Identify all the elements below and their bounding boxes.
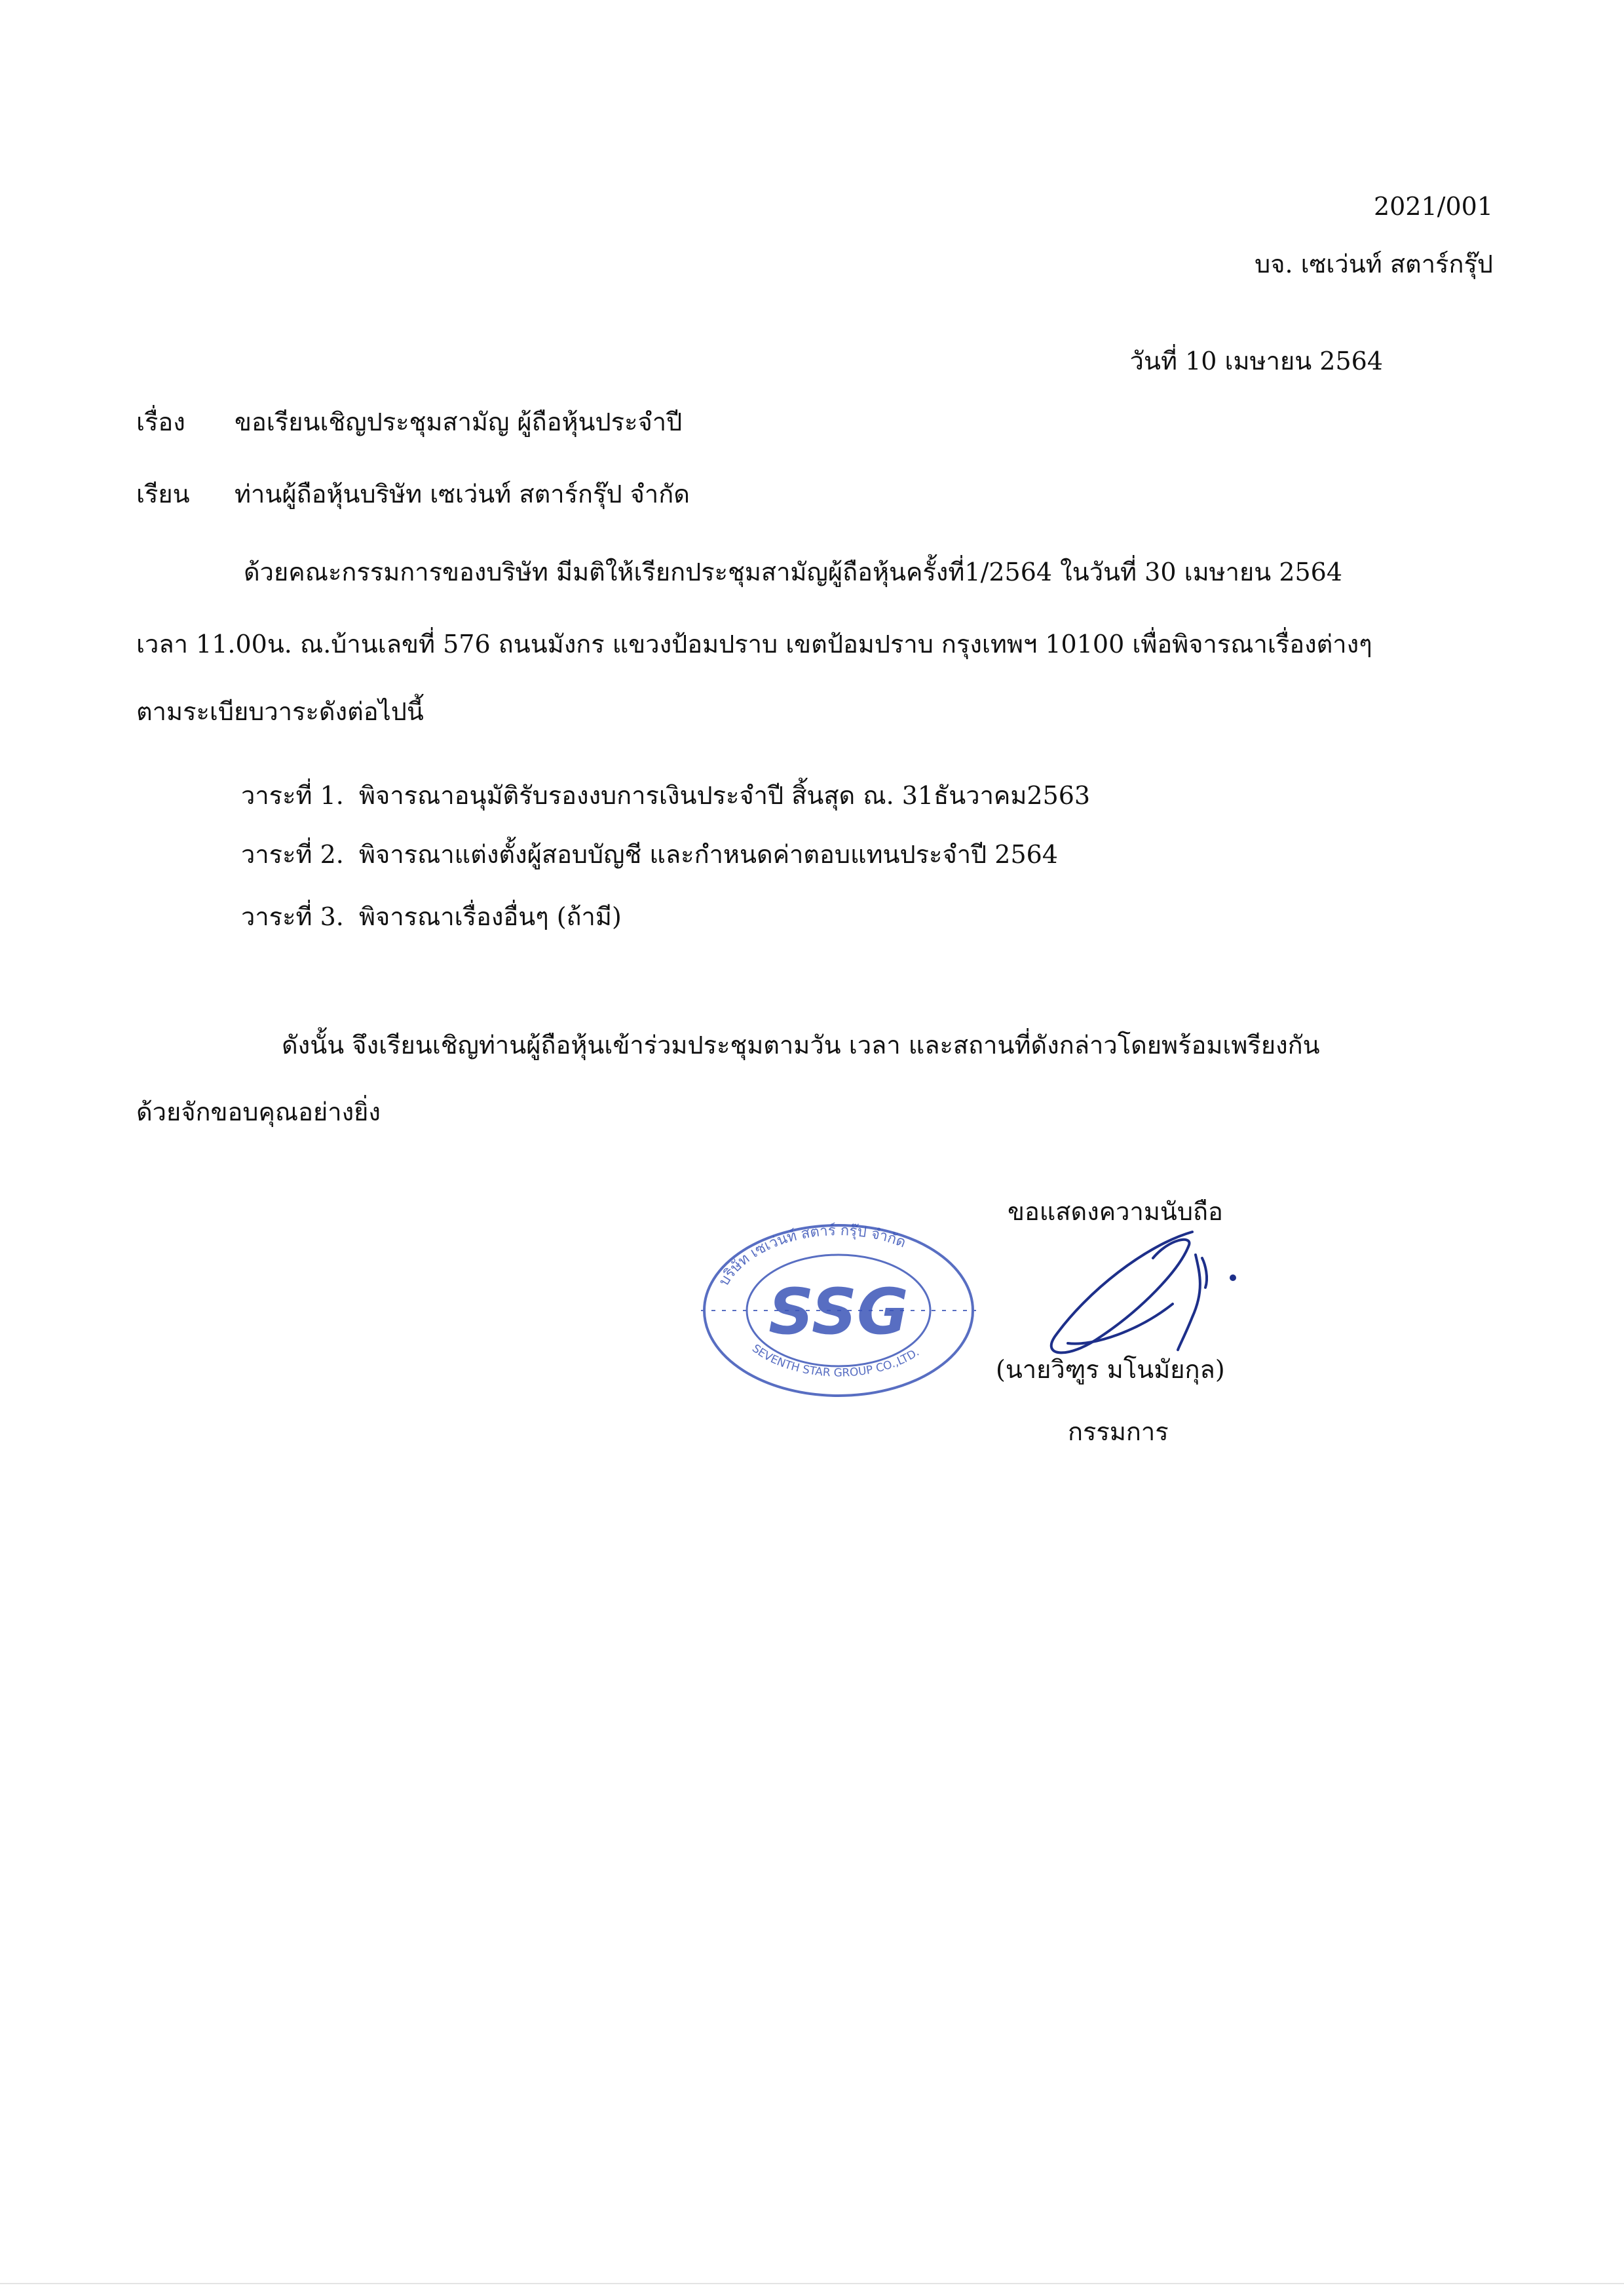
document-number: 2021/001 — [1373, 192, 1493, 221]
signer-title: กรรมการ — [1068, 1417, 1169, 1446]
page-bottom-edge — [0, 2283, 1624, 2284]
recipient-text: ท่านผู้ถือหุ้นบริษัท เซเว่นท์ สตาร์กรุ๊ป จำกัด — [235, 480, 690, 508]
closing-regards: ขอแสดงความนับถือ — [1008, 1197, 1223, 1226]
body-paragraph-1-line-3: ตามระเบียบวาระดังต่อไปนี้ — [136, 697, 424, 726]
agenda-item — [241, 898, 622, 935]
subject-line — [136, 404, 682, 440]
body-paragraph-1-line-2: เวลา 11.00น. ณ.บ้านเลขที่ 576 ถนนมังกร แขวงป้อมปราบ เขตป้อมปราบ กรุงเทพฯ 10100 เพื่อพิจารณาเรื่องต่างๆ — [136, 630, 1372, 659]
company-stamp — [694, 1212, 983, 1402]
agenda-number: วาระที่ 3. — [241, 902, 344, 931]
subject-label: เรื่อง — [136, 408, 185, 436]
body-paragraph-2-line-2: ด้วยจักขอบคุณอย่างยิ่ง — [136, 1098, 381, 1126]
stamp-bottom-text: SEVENTH STAR GROUP CO.,LTD. — [749, 1341, 922, 1380]
body-paragraph-2-line-1: ดังนั้น จึงเรียนเชิญท่านผู้ถือหุ้นเข้าร่วมประชุมตามวัน เวลา และสถานที่ดังกล่าวโดยพร้อมเพรียงกัน — [282, 1031, 1320, 1060]
agenda-text: พิจารณาเรื่องอื่นๆ (ถ้ามี) — [359, 902, 622, 931]
signer-name: (นายวิฑูร มโนมัยกุล) — [996, 1355, 1225, 1384]
agenda-number: วาระที่ 1. — [241, 781, 344, 810]
handwritten-signature — [1029, 1219, 1264, 1369]
agenda-number: วาระที่ 2. — [241, 840, 344, 869]
stamp-monogram: SSG — [768, 1275, 909, 1349]
agenda-item — [241, 836, 1058, 873]
body-paragraph-1-line-1: ด้วยคณะกรรมการของบริษัท มีมติให้เรียกประชุมสามัญผู้ถือหุ้นครั้งที่1/2564 ในวันที่ 30 เมษายน 2564 — [244, 558, 1343, 586]
subject-text: ขอเรียนเชิญประชุมสามัญ ผู้ถือหุ้นประจำปี — [235, 408, 683, 436]
agenda-item — [241, 777, 1090, 814]
stamp-arc-text: บริษัท เซเว่นท์ สตาร์ กรุ๊ป จำกัด — [715, 1222, 909, 1289]
recipient-label: เรียน — [136, 480, 190, 508]
agenda-text: พิจารณาอนุมัติรับรองงบการเงินประจำปี สิ้นสุด ณ. 31ธันวาคม2563 — [359, 781, 1091, 810]
agenda-text: พิจารณาแต่งตั้งผู้สอบบัญชี และกำหนดค่าตอบแทนประจำปี 2564 — [359, 840, 1058, 869]
company-name: บจ. เซเว่นท์ สตาร์กรุ๊ป — [1255, 250, 1493, 278]
recipient-line — [136, 476, 690, 512]
letter-date: วันที่ 10 เมษายน 2564 — [1129, 347, 1383, 375]
